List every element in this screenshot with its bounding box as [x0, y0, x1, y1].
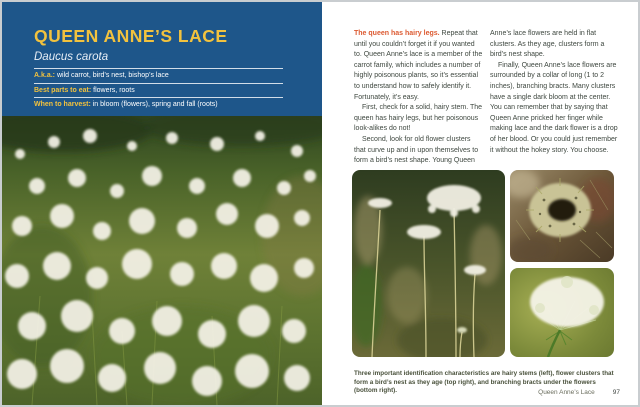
info-row-harvest-value: in bloom (flowers), spring and fall (roots) — [90, 101, 218, 109]
left-page — [2, 2, 322, 405]
meadow-photo — [2, 116, 322, 405]
intro-paragraph — [354, 29, 484, 103]
lead-in-sentence: The queen has hairy legs. — [354, 30, 440, 37]
photo-grid — [352, 170, 614, 357]
bracts-photo — [510, 268, 614, 357]
running-footer-title: Queen Anne’s Lace — [538, 389, 595, 396]
paragraph-flat-clusters: Anne’s lace flowers are held in flat clusters. As they age, clusters form a bird’s nest shape. — [490, 30, 605, 59]
page-number: 97 — [612, 389, 620, 396]
info-row-aka — [34, 69, 283, 84]
intro-paragraph-rest: Repeat that until you couldn’t forget it if you wanted to. Queen Anne’s lace is a member of the carrot family, which includes a number of highly poisonous plants, so it’s essential to understand how to safely identify it. Fortunately, it’s easy. — [354, 30, 483, 101]
paragraph-finally: Finally, Queen Anne’s lace flowers are surrounded by a collar of long (1 to 2 inches), branching bracts. Many clusters have a single dark bloom at the center. You can remember that by saying that Queen Anne pricked her finger while making lace and the dark flower is a drop of her blood. Or you could just remember it without the hokey story. You choose. — [490, 61, 618, 154]
right-page — [324, 2, 638, 405]
plant-title: QUEEN ANNE’S LACE — [34, 26, 228, 46]
info-row-harvest — [34, 98, 283, 112]
hairy-stems-photo — [352, 170, 505, 357]
info-row-best-parts-value: flowers, roots — [91, 86, 135, 94]
article-columns — [354, 29, 620, 171]
paragraph-first-check: First, check for a solid, hairy stem. The queen has hairy legs, but her poisonous look-alikes do not! — [354, 104, 483, 133]
photo-caption: Three important identification characteristics are hairy stems (left), flower clusters that form a bird’s nest as they age (top right), and branching bracts under the flowers (bottom right). — [354, 370, 614, 394]
info-row-best-parts — [34, 84, 283, 99]
text-column-2 — [490, 29, 620, 171]
info-row-harvest-label: When to harvest: — [34, 101, 91, 109]
page-footer — [538, 389, 620, 396]
text-column-1 — [354, 29, 484, 171]
paragraph-second-look: Second, look for old flower clusters that curve up and in upon themselves to form a bird’s nest shape. Young Queen — [354, 135, 479, 165]
birds-nest-photo — [510, 170, 614, 262]
info-row-best-parts-label: Best parts to eat: — [34, 86, 92, 94]
info-row-aka-label: A.k.a.: — [34, 72, 56, 80]
latin-name: Daucus carota — [34, 51, 283, 69]
plant-info-panel — [34, 26, 283, 112]
info-row-aka-value: wild carrot, bird’s nest, bishop’s lace — [55, 72, 169, 80]
